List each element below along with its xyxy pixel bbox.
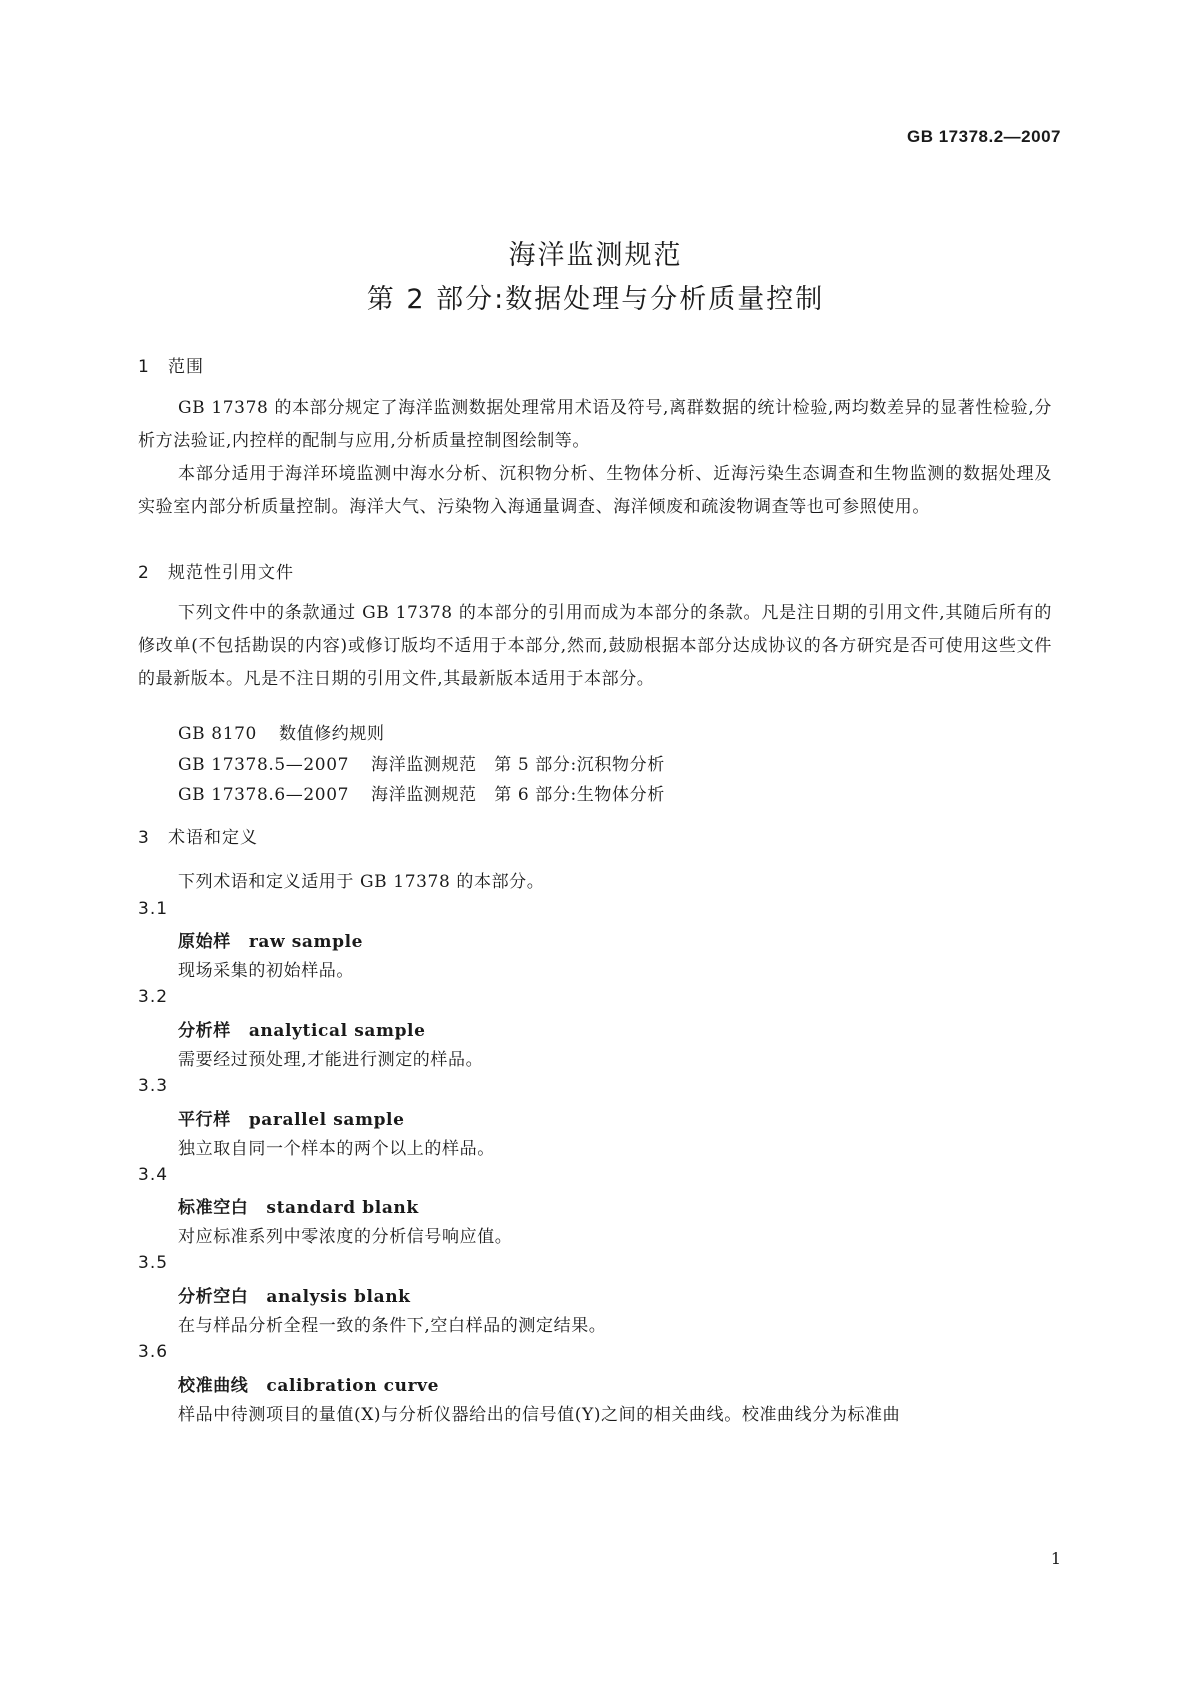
term-definition: 现场采集的初始样品。 (178, 961, 354, 981)
reference-code: GB 8170 (178, 724, 257, 744)
scope-paragraph-1: GB 17378 的本部分规定了海洋监测数据处理常用术语及符号,离群数据的统计检验,两均数差异的显著性检验,分析方法验证,内控样的配制与应用,分析质量控制图绘制等。 (138, 398, 1052, 451)
term-name-zh: 原始样 (178, 932, 231, 952)
section-number: 2 (138, 563, 150, 583)
term-name-en: calibration curve (266, 1376, 440, 1396)
reference-title: 海洋监测规范 第 6 部分:生物体分析 (371, 785, 665, 805)
reference-title: 数值修约规则 (278, 724, 385, 744)
section-3-heading (138, 823, 258, 848)
term-number: 3.5 (138, 1253, 169, 1273)
term-name-en: analytical sample (248, 1021, 426, 1041)
term-name-zh: 分析样 (178, 1021, 231, 1041)
section-number: 1 (138, 357, 150, 377)
section-2-heading (138, 558, 294, 583)
term-definition: 样品中待测项目的量值(X)与分析仪器给出的信号值(Y)之间的相关曲线。校准曲线分为标准曲 (178, 1405, 901, 1425)
term-name (178, 1371, 439, 1396)
term-number: 3.1 (138, 899, 169, 919)
section-number: 3 (138, 828, 150, 848)
reference-title: 海洋监测规范 第 5 部分:沉积物分析 (371, 755, 665, 775)
term-name (178, 1105, 405, 1130)
term-number: 3.3 (138, 1076, 169, 1096)
term-name (178, 1193, 419, 1218)
reference-item (178, 719, 385, 744)
term-name-zh: 标准空白 (178, 1198, 249, 1218)
terms-intro: 下列术语和定义适用于 GB 17378 的本部分。 (178, 872, 545, 892)
document-subtitle: 第 2 部分:数据处理与分析质量控制 (366, 284, 825, 315)
reference-code: GB 17378.5—2007 (178, 755, 350, 775)
normative-references-paragraph: 下列文件中的条款通过 GB 17378 的本部分的引用而成为本部分的条款。凡是注日期的引用文件,其随后所有的修改单(不包括勘误的内容)或修订版均不适用于本部分,然而,鼓励根据本部分达成协议的各方研究是否可使用这些文件的最新版本。凡是不注日期的引用文件,其最新版本适用于本部分。 (138, 603, 1052, 689)
section-1-heading (138, 352, 204, 377)
standard-code: GB 17378.2—2007 (907, 127, 1061, 146)
term-name (178, 1016, 426, 1041)
document-title: 海洋监测规范 (508, 240, 683, 271)
section-title: 术语和定义 (168, 828, 258, 848)
term-number: 3.4 (138, 1165, 169, 1185)
term-name (178, 927, 363, 952)
page-number: 1 (1050, 1549, 1061, 1568)
term-definition: 独立取自同一个样本的两个以上的样品。 (178, 1139, 495, 1159)
reference-item (178, 780, 665, 805)
term-number: 3.2 (138, 987, 169, 1007)
section-title: 规范性引用文件 (168, 563, 294, 583)
term-name-en: raw sample (248, 932, 364, 952)
term-name-zh: 平行样 (178, 1110, 231, 1130)
term-name-zh: 校准曲线 (178, 1376, 249, 1396)
reference-code: GB 17378.6—2007 (178, 785, 350, 805)
section-title: 范围 (168, 357, 204, 377)
term-definition: 在与样品分析全程一致的条件下,空白样品的测定结果。 (178, 1316, 607, 1336)
term-name-zh: 分析空白 (178, 1287, 249, 1307)
term-definition: 对应标准系列中零浓度的分析信号响应值。 (178, 1227, 513, 1247)
scope-paragraph-2: 本部分适用于海洋环境监测中海水分析、沉积物分析、生物体分析、近海污染生态调查和生物监测的数据处理及实验室内部分析质量控制。海洋大气、污染物入海通量调查、海洋倾废和疏浚物调查等也可参照使用。 (138, 464, 1052, 517)
reference-item (178, 750, 665, 775)
term-name-en: parallel sample (248, 1110, 405, 1130)
term-name-en: standard blank (266, 1198, 419, 1218)
term-number: 3.6 (138, 1342, 169, 1362)
term-name (178, 1282, 411, 1307)
term-definition: 需要经过预处理,才能进行测定的样品。 (178, 1050, 484, 1070)
term-name-en: analysis blank (266, 1287, 411, 1307)
